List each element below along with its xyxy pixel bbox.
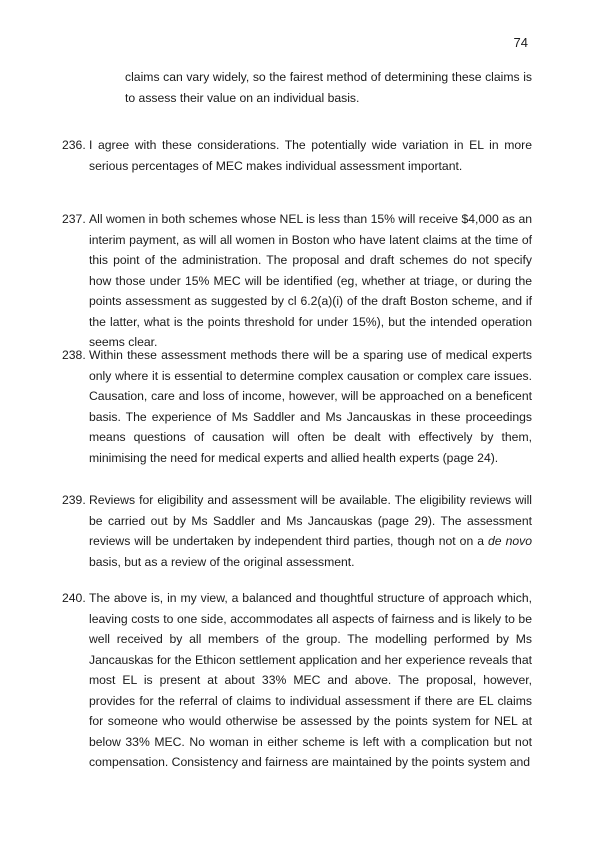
- paragraph-236: [62, 135, 532, 176]
- paragraph-number: 240.: [62, 591, 86, 605]
- paragraph-number: 237.: [62, 212, 86, 226]
- paragraph-text: Within these assessment methods there will be a sparing use of medical experts only where it is essential to determine complex causation or complex care issues. Causation, care and loss of income, however, will be approached on a beneficent basis. The experience of Ms Saddler and Ms Jancauskas in these proceedings means questions of causation will often be dealt with effectively by them, minimising the need for medical experts and allied health experts (page 24).: [89, 348, 532, 465]
- paragraph-237: [62, 209, 532, 353]
- paragraph-number: 238.: [62, 348, 86, 362]
- paragraph-text: All women in both schemes whose NEL is less than 15% will receive $4,000 as an interim payment, as will all women in Boston who have latent claims at the time of this point of the administration. The proposal and draft schemes do not specify how those under 15% MEC will be identified (eg, whether at triage, or during the points assessment as suggested by cl 6.2(a)(i) of the draft Boston scheme, and if the latter, what is the points threshold for under 15%), but the intended operation seems clear.: [89, 212, 532, 349]
- paragraph-238: [62, 345, 532, 468]
- paragraph-number: 236.: [62, 138, 86, 152]
- paragraph-240: [62, 588, 532, 773]
- paragraph-text: I agree with these considerations. The potentially wide variation in EL in more serious percentages of MEC makes individual assessment important.: [89, 138, 532, 173]
- paragraph-text: [89, 490, 532, 572]
- italic-term: de novo: [488, 534, 533, 548]
- page-number: 74: [513, 35, 528, 50]
- paragraph-text-before: Reviews for eligibility and assessment will be available. The eligibility reviews will be carried out by Ms Saddler and Ms Jancauskas (page 29). The assessment reviews will be undertaken by independent third parties, though not on a: [89, 493, 532, 548]
- paragraph-239: [62, 490, 532, 572]
- paragraph-text-after: basis, but as a review of the original assessment.: [89, 554, 355, 569]
- paragraph-text: The above is, in my view, a balanced and thoughtful structure of approach which, leaving costs to one side, accommodates all aspects of fairness and is likely to be well received by all members of the group. The modelling performed by Ms Jancauskas for the Ethicon settlement application and her experience reveals that most EL is present at about 33% MEC and above. The proposal, however, provides for the referral of claims to individual assessment if there are EL claims for someone who would otherwise be assessed by the points system for NEL at below 33% MEC. No woman in either scheme is left with a complication but not compensation. Consistency and fairness are maintained by the points system and: [89, 591, 532, 769]
- continuation-paragraph: claims can vary widely, so the fairest method of determining these claims is to assess their value on an individual basis.: [125, 70, 532, 105]
- paragraph-number: 239.: [62, 493, 86, 507]
